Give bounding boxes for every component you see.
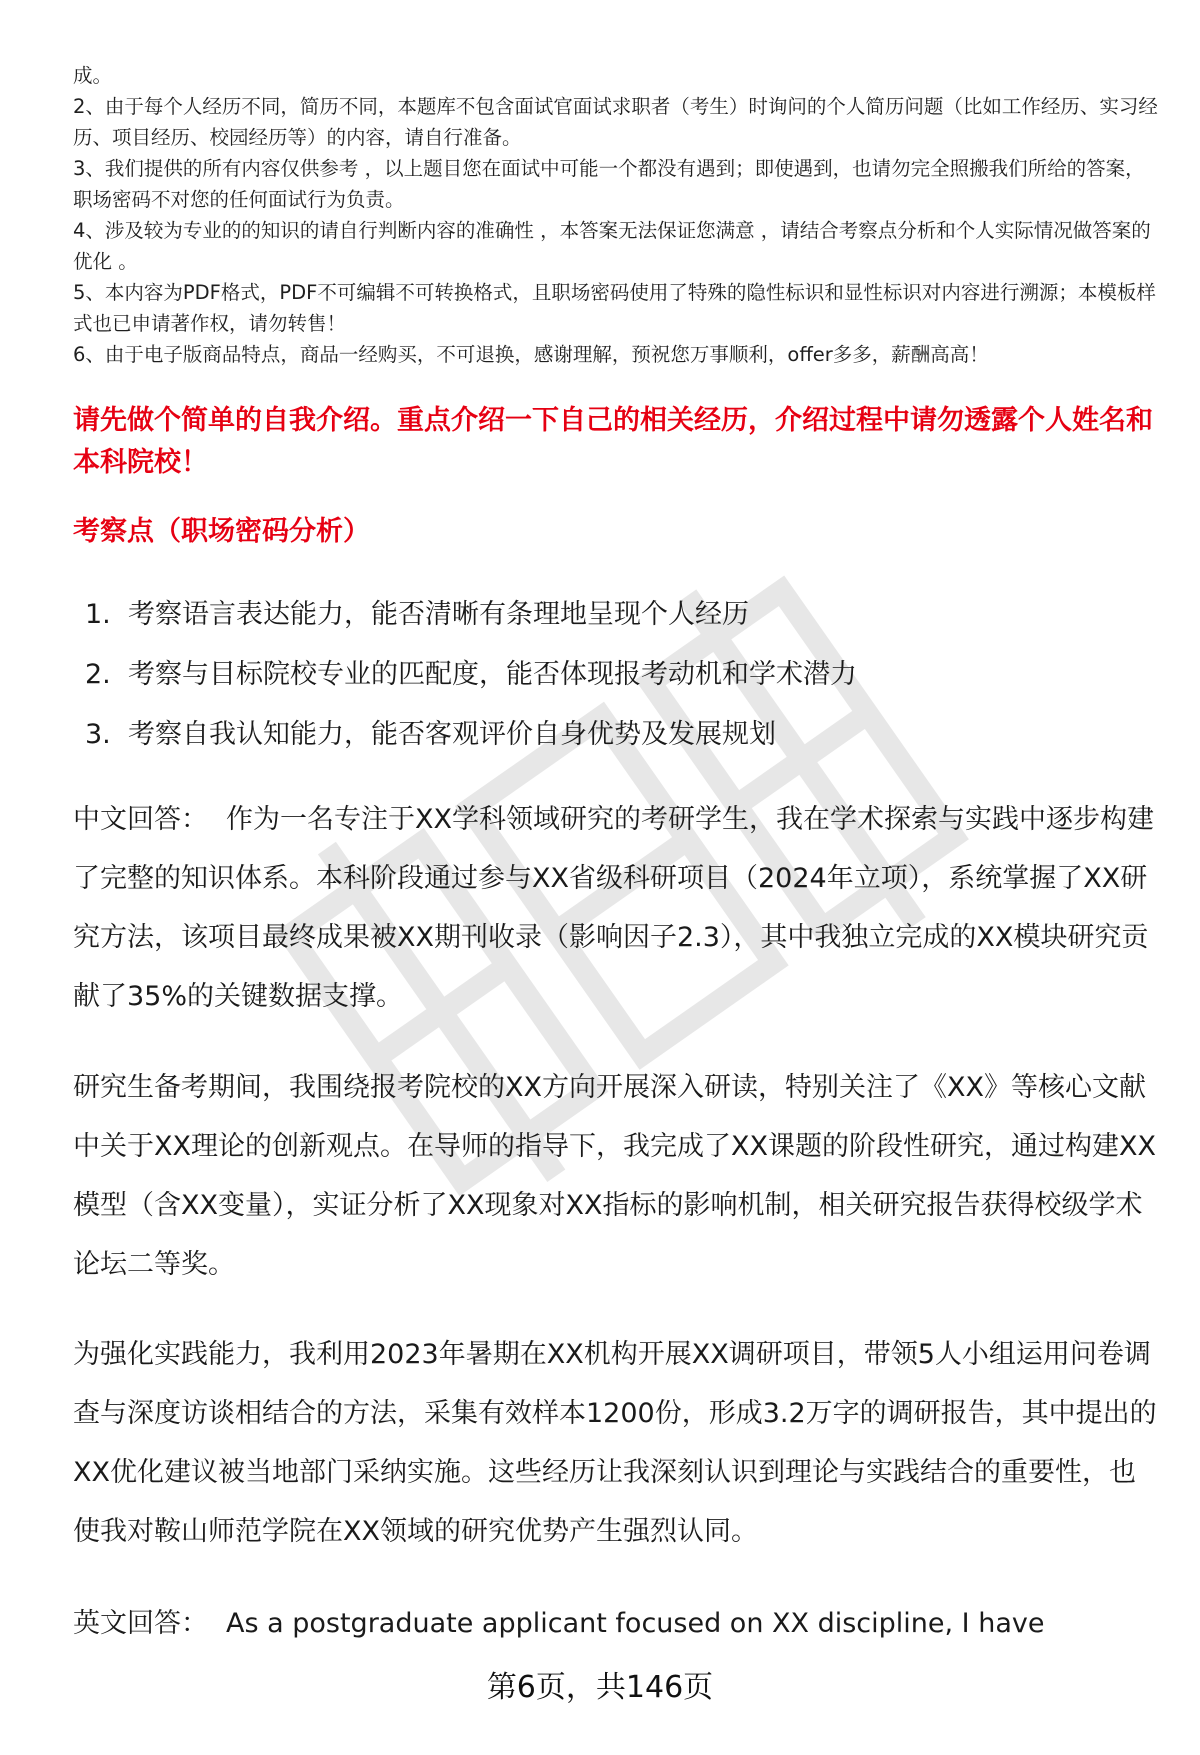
list-item-number: 2. (85, 659, 111, 690)
notes-item-5: 5、本内容为PDF格式，PDF不可编辑不可转换格式，且职场密码使用了特殊的隐性标识和显性标识对内容进行溯源；本模板样式也已申请著作权，请勿转售！ (73, 281, 1156, 335)
english-answer-paragraph (73, 1594, 1158, 1653)
assessment-points-heading: 考察点（职场密码分析） (73, 516, 370, 547)
list-item-text: 考察自我认知能力，能否客观评价自身优势及发展规划 (128, 719, 776, 750)
assessment-points-list (85, 585, 1145, 765)
list-item-text: 考察语言表达能力，能否清晰有条理地呈现个人经历 (128, 599, 749, 630)
interview-question: 请先做个简单的自我介绍。重点介绍一下自己的相关经历，介绍过程中请勿透露个人姓名和本科院校！ (73, 405, 1153, 478)
chinese-answer-paragraph-3: 为强化实践能力，我利用2023年暑期在XX机构开展XX调研项目，带领5人小组运用问卷调查与深度访谈相结合的方法，采集有效样本1200份，形成3.2万字的调研报告，其中提出的XX优化建议被当地部门采纳实施。这些经历让我深刻认识到理论与实践结合的重要性，也使我对鞍山师范学院在XX领域的研究优势产生强烈认同。 (73, 1339, 1157, 1547)
disclaimer-notes (73, 60, 1158, 370)
notes-line-continuation: 成。 (73, 64, 113, 87)
list-item-text: 考察与目标院校专业的匹配度，能否体现报考动机和学术潜力 (128, 659, 857, 690)
notes-item-4: 4、涉及较为专业的的知识的请自行判断内容的准确性 ，本答案无法保证您满意 ，请结合考察点分析和个人实际情况做答案的优化 。 (73, 219, 1151, 273)
chinese-answer-text-1: 作为一名专注于XX学科领域研究的考研学生，我在学术探索与实践中逐步构建了完整的知识体系。本科阶段通过参与XX省级科研项目（2024年立项），系统掌握了XX研究方法，该项目最终成果被XX期刊收录（影响因子2.3），其中我独立完成的XX模块研究贡献了35%的关键数据支撑。 (73, 804, 1154, 1012)
english-answer-text: As a postgraduate applicant focused on XX discipline, I have (226, 1608, 1045, 1639)
list-item-number: 3. (85, 719, 111, 750)
page-number: 第6页，共146页 (486, 1670, 714, 1705)
english-answer-label: 英文回答： (73, 1608, 208, 1639)
chinese-answer-paragraph-2: 研究生备考期间，我围绕报考院校的XX方向开展深入研读，特别关注了《XX》等核心文献中关于XX理论的创新观点。在导师的指导下，我完成了XX课题的阶段性研究，通过构建XX模型（含XX变量），实证分析了XX现象对XX指标的影响机制，相关研究报告获得校级学术论坛二等奖。 (73, 1072, 1156, 1280)
chinese-answer-label: 中文回答： (73, 804, 208, 835)
notes-item-6: 6、由于电子版商品特点，商品一经购买，不可退换，感谢理解，预祝您万事顺利，offer多多，薪酬高高！ (73, 343, 989, 366)
list-item (85, 585, 1145, 645)
notes-item-2: 2、由于每个人经历不同，简历不同，本题库不包含面试官面试求职者（考生）时询问的个人简历问题（比如工作经历、实习经历、项目经历、校园经历等）的内容，请自行准备。 (73, 95, 1158, 149)
list-item-number: 1. (85, 599, 111, 630)
notes-item-3: 3、我们提供的所有内容仅供参考 ，以上题目您在面试中可能一个都没有遇到；即使遇到，也请勿完全照搬我们所给的答案，职场密码不对您的任何面试行为负责。 (73, 157, 1145, 211)
list-item (85, 705, 1145, 765)
list-item (85, 645, 1145, 705)
chinese-answer-paragraph-1 (73, 790, 1158, 1026)
